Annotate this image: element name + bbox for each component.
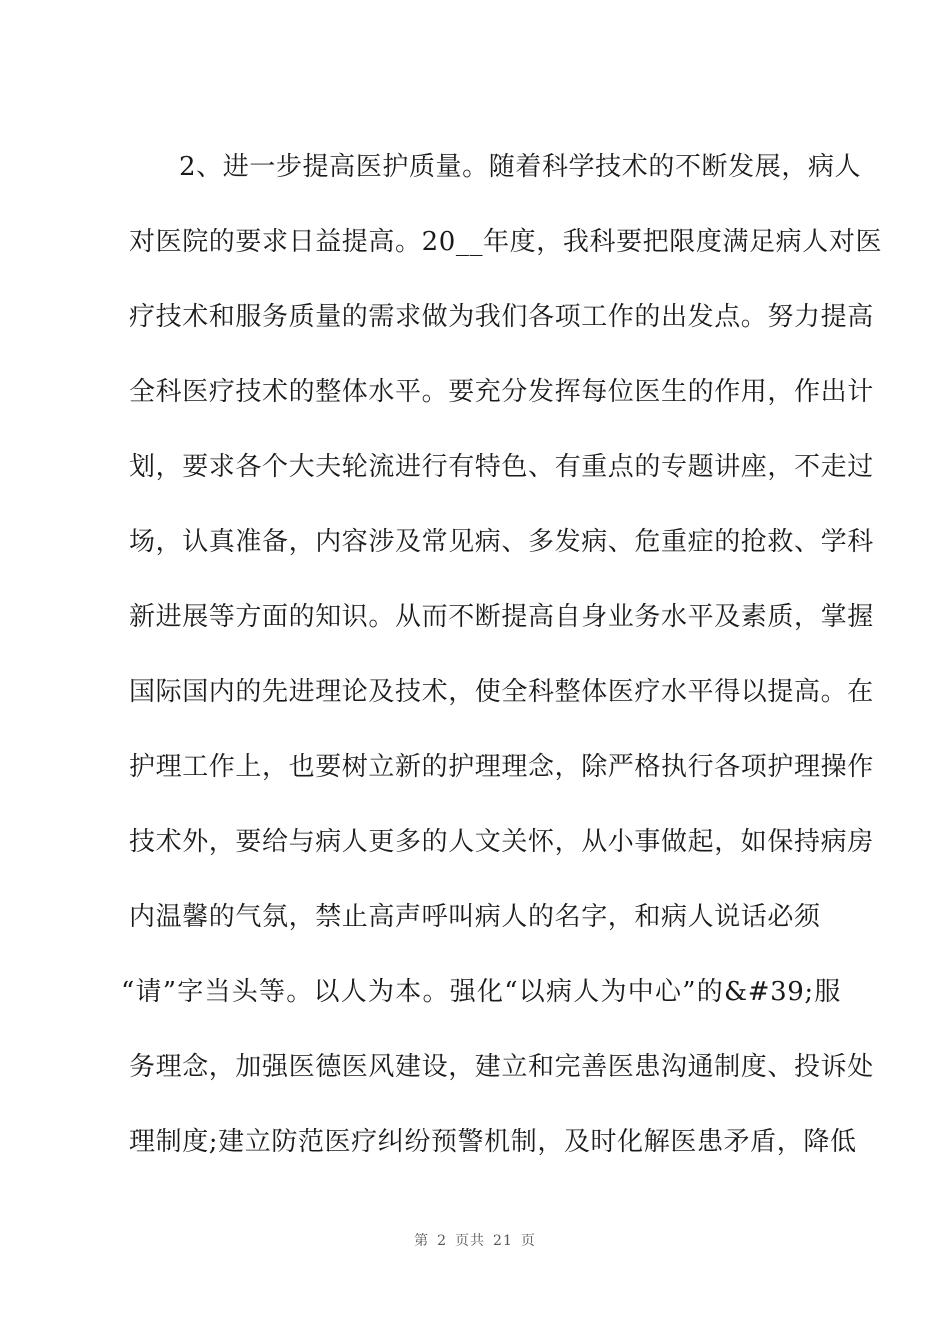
text-line: 护理工作上，也要树立新的护理理念，除严格执行各项护理操作 — [129, 752, 874, 782]
footer-suffix: 页 — [520, 1233, 536, 1249]
footer-page-number: 2 — [437, 1233, 448, 1249]
text-line: 理制度;建立防范医疗纠纷预警机制，及时化解医患矛盾，降低 — [129, 1127, 857, 1157]
text-line: 国际国内的先进理论及技术，使全科整体医疗水平得以提高。在 — [129, 677, 874, 707]
text-line: 划，要求各个大夫轮流进行有特色、有重点的专题讲座，不走过 — [129, 452, 874, 482]
text-line: 2、进一步提高医护质量。随着科学技术的不断发展，病人 — [179, 152, 862, 182]
text-line: 场，认真准备，内容涉及常见病、多发病、危重症的抢救、学科 — [129, 527, 874, 557]
text-line: 技术外，要给与病人更多的人文关怀，从小事做起，如保持病房 — [129, 827, 874, 857]
text-line: 全科医疗技术的整体水平。要充分发挥每位医生的作用，作出计 — [129, 377, 874, 407]
text-line: 新进展等方面的知识。从而不断提高自身业务水平及素质，掌握 — [129, 602, 874, 632]
footer-middle: 页共 — [455, 1233, 486, 1249]
text-line: 疗技术和服务质量的需求做为我们各项工作的出发点。努力提高 — [129, 302, 874, 332]
text-line: “请”字当头等。以人为本。强化“以病人为中心”的&#39;服 — [121, 977, 841, 1007]
text-line: 对医院的要求日益提高。20__年度，我科要把限度满足病人对医 — [129, 227, 883, 257]
page-footer — [0, 1230, 950, 1250]
footer-prefix: 第 — [414, 1233, 430, 1249]
text-line: 内温馨的气氛，禁止高声呼叫病人的名字，和病人说话必须 — [129, 902, 821, 932]
footer-total-pages: 21 — [493, 1233, 513, 1249]
text-line: 务理念，加强医德医风建设，建立和完善医患沟通制度、投诉处 — [129, 1052, 874, 1082]
